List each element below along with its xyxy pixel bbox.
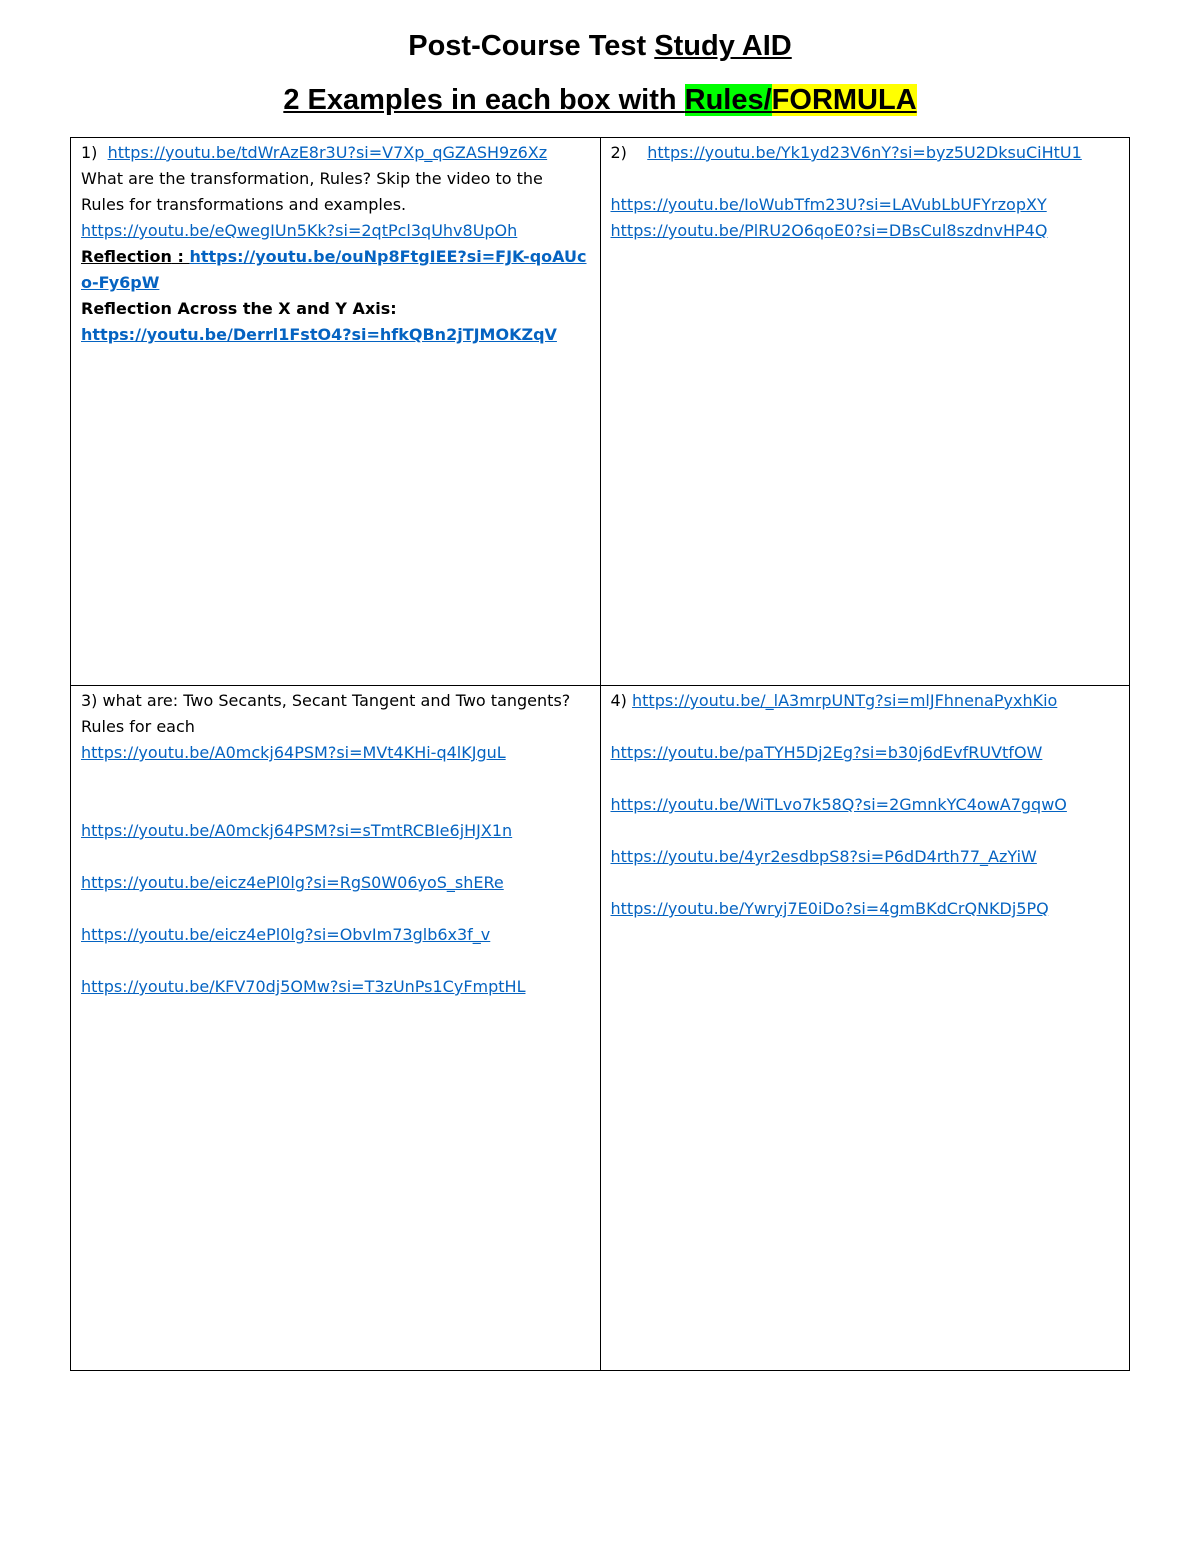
- box2-link-1[interactable]: https://youtu.be/Yk1yd23V6nY?si=byz5U2DksuCiHtU1: [647, 143, 1082, 162]
- blank-line: [81, 896, 590, 922]
- box-3: [71, 686, 601, 1371]
- page-title: [0, 30, 1200, 63]
- blank-line: [81, 766, 590, 792]
- box1-number: 1): [81, 143, 98, 162]
- box4-number: 4): [610, 691, 627, 710]
- box3-link-3[interactable]: https://youtu.be/eicz4ePl0lg?si=RgS0W06yoS_shERe: [81, 873, 504, 892]
- blank-line: [611, 870, 1120, 896]
- box4-first-line: [611, 688, 1120, 714]
- box1-link-2[interactable]: https://youtu.be/eQwegIUn5Kk?si=2qtPcl3qUhv8UpOh: [81, 221, 518, 240]
- box3-link-2[interactable]: https://youtu.be/A0mckj64PSM?si=sTmtRCBIe6jHJX1n: [81, 821, 513, 840]
- box4-link-3[interactable]: https://youtu.be/WiTLvo7k58Q?si=2GmnkYC4owA7gqwO: [610, 795, 1067, 814]
- box4-link-1[interactable]: https://youtu.be/_lA3mrpUNTg?si=mlJFhnenaPyxhKio: [632, 691, 1058, 710]
- box3-link-1[interactable]: https://youtu.be/A0mckj64PSM?si=MVt4KHi-q4lKJguL: [81, 743, 506, 762]
- page-subtitle: [0, 84, 1200, 117]
- subtitle-rules-highlight: Rules/: [684, 84, 772, 116]
- box1-link-1[interactable]: https://youtu.be/tdWrAzE8r3U?si=V7Xp_qGZASH9z6Xz: [107, 143, 548, 162]
- box3-intro: 3) what are: Two Secants, Secant Tangent and Two tangents? Rules for each: [81, 691, 571, 736]
- blank-line: [81, 844, 590, 870]
- box4-link-5[interactable]: https://youtu.be/Ywryj7E0iDo?si=4gmBKdCrQNKDj5PQ: [610, 899, 1049, 918]
- box2-first-line: [611, 140, 1120, 166]
- box2-number: 2): [610, 143, 627, 162]
- box-2: [600, 138, 1130, 686]
- box2-link-3[interactable]: https://youtu.be/PlRU2O6qoE0?si=DBsCul8szdnvHP4Q: [610, 221, 1048, 240]
- study-aid-grid: [70, 137, 1130, 1371]
- blank-line: [611, 766, 1120, 792]
- title-plain: Post-Course Test: [408, 30, 655, 62]
- blank-line: [81, 792, 590, 818]
- box1-reflection-line: [81, 244, 590, 296]
- box4-link-2[interactable]: https://youtu.be/paTYH5Dj2Eg?si=b30j6dEvfRUVtfOW: [610, 743, 1043, 762]
- blank-line: [81, 948, 590, 974]
- title-underlined: Study AID: [654, 30, 792, 62]
- subtitle-formula-highlight: FORMULA: [771, 84, 917, 116]
- blank-line: [611, 818, 1120, 844]
- box2-link-2[interactable]: https://youtu.be/IoWubTfm23U?si=LAVubLbUFYrzopXY: [610, 195, 1047, 214]
- box1-reflection-link[interactable]: https://youtu.be/ouNp8FtgIEE?si=FJK-qoAUco-Fy6pW: [81, 247, 587, 292]
- box1-reflection-sep: :: [171, 247, 190, 266]
- box1-question: What are the transformation, Rules? Skip the video to the Rules for transformations and examples.: [81, 169, 543, 214]
- box3-link-5[interactable]: https://youtu.be/KFV70dj5OMw?si=T3zUnPs1CyFmptHL: [81, 977, 526, 996]
- box3-link-4[interactable]: https://youtu.be/eicz4ePl0lg?si=ObvIm73glb6x3f_v: [81, 925, 491, 944]
- blank-line: [611, 714, 1120, 740]
- box1-reflection-label: Reflection: [81, 247, 172, 266]
- box1-axis-link[interactable]: https://youtu.be/Derrl1FstO4?si=hfkQBn2jTJMOKZqV: [81, 325, 557, 344]
- box-1: [71, 138, 601, 686]
- box-4: [600, 686, 1130, 1371]
- box1-first-line: [81, 140, 590, 166]
- blank-line: [611, 166, 1120, 192]
- box1-axis-label: Reflection Across the X and Y Axis:: [81, 299, 397, 318]
- subtitle-plain: 2 Examples in each box with: [283, 84, 685, 116]
- box4-link-4[interactable]: https://youtu.be/4yr2esdbpS8?si=P6dD4rth77_AzYiW: [610, 847, 1037, 866]
